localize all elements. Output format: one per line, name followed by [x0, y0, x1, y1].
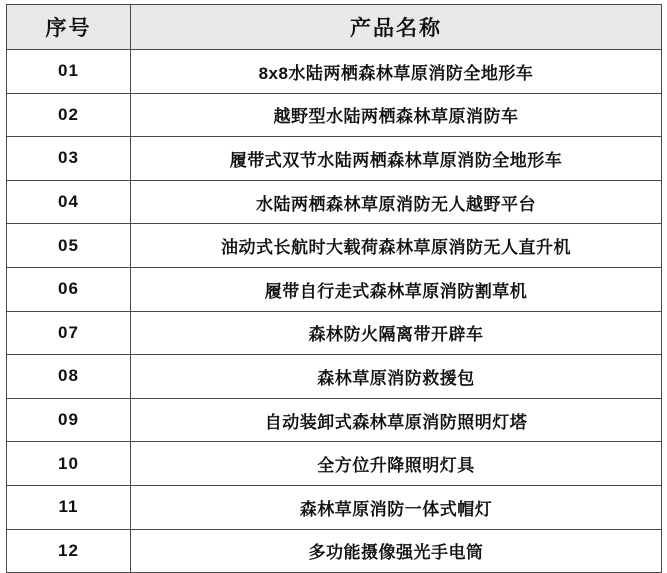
row-product-name: 森林草原消防救援包 [131, 355, 662, 399]
row-index: 08 [7, 355, 131, 399]
row-index: 06 [7, 267, 131, 311]
row-product-name: 油动式长航时大载荷森林草原消防无人直升机 [131, 224, 662, 268]
row-index: 12 [7, 529, 131, 573]
table-row [7, 224, 662, 268]
row-product-name: 森林防火隔离带开辟车 [131, 311, 662, 355]
table-row [7, 180, 662, 224]
table-row [7, 398, 662, 442]
table-row [7, 267, 662, 311]
row-product-name: 水陆两栖森林草原消防无人越野平台 [131, 180, 662, 224]
row-product-name: 越野型水陆两栖森林草原消防车 [131, 93, 662, 137]
product-table [6, 4, 662, 573]
row-product-name: 8x8水陆两栖森林草原消防全地形车 [131, 50, 662, 94]
table-row [7, 442, 662, 486]
row-index: 11 [7, 485, 131, 529]
table-header-row [7, 5, 662, 50]
row-index: 01 [7, 50, 131, 94]
row-index: 02 [7, 93, 131, 137]
table-row [7, 93, 662, 137]
table-header [7, 5, 662, 50]
row-index: 03 [7, 137, 131, 181]
table-body [7, 50, 662, 573]
table-row [7, 137, 662, 181]
row-index: 10 [7, 442, 131, 486]
row-product-name: 履带式双节水陆两栖森林草原消防全地形车 [131, 137, 662, 181]
table-row [7, 50, 662, 94]
row-index: 05 [7, 224, 131, 268]
row-index: 07 [7, 311, 131, 355]
table-row [7, 311, 662, 355]
column-header-name: 产品名称 [131, 5, 662, 50]
row-index: 09 [7, 398, 131, 442]
row-product-name: 全方位升降照明灯具 [131, 442, 662, 486]
column-header-index: 序号 [7, 5, 131, 50]
row-product-name: 自动装卸式森林草原消防照明灯塔 [131, 398, 662, 442]
table-row [7, 529, 662, 573]
table-row [7, 355, 662, 399]
row-index: 04 [7, 180, 131, 224]
table-row [7, 485, 662, 529]
row-product-name: 履带自行走式森林草原消防割草机 [131, 267, 662, 311]
row-product-name: 多功能摄像强光手电筒 [131, 529, 662, 573]
row-product-name: 森林草原消防一体式帽灯 [131, 485, 662, 529]
